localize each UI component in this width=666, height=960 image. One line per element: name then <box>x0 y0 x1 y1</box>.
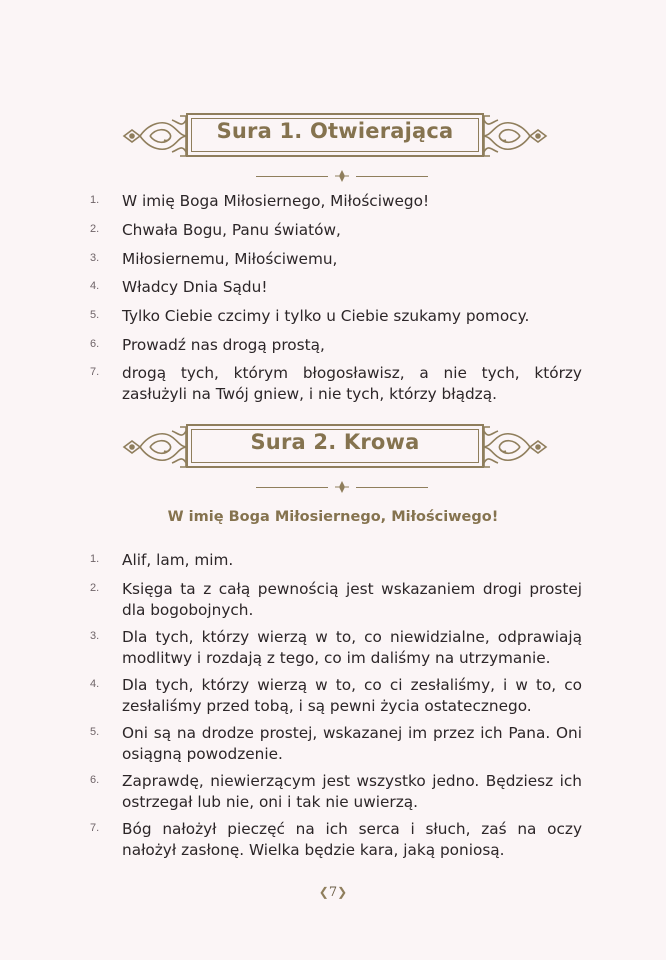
sura-1-title: Sura 1. Otwierająca <box>216 119 454 143</box>
ayah-text: Księga ta z całą pewnością jest wskazaniem drogi prostej dla bogobojnych. <box>122 580 582 619</box>
ayah-number: 4. <box>90 280 100 292</box>
ayah-number: 2. <box>90 223 100 235</box>
bracket-right-icon: ❯ <box>337 885 348 899</box>
ayah-text: Alif, lam, mim. <box>122 551 234 569</box>
ayah-number: 4. <box>90 678 100 690</box>
page-number <box>0 885 666 900</box>
ayah-text: Oni są na drodze prostej, wskazanej im przez ich Pana. Oni osiągną powodzenie. <box>122 724 582 763</box>
ayah-text: drogą tych, którym błogosławisz, a nie tych, którzy zasłużyli na Twój gniew, i nie tych, którzy błądzą. <box>122 364 582 403</box>
ayah-number: 3. <box>90 630 100 642</box>
ayah-text: Zaprawdę, niewierzącym jest wszystko jedno. Będziesz ich ostrzegał lub nie, oni i tak nie uwierzą. <box>122 772 582 811</box>
ayah-number: 2. <box>90 582 100 594</box>
ayah-text: Władcy Dnia Sądu! <box>122 278 268 296</box>
ayah-text: Chwała Bogu, Panu światów, <box>122 221 341 239</box>
ayah-number: 6. <box>90 338 100 350</box>
sura-1-header <box>120 112 550 160</box>
ayah-number: 7. <box>90 822 100 834</box>
sura-2-header <box>120 423 550 471</box>
ayah-text: Tylko Ciebie czcimy i tylko u Ciebie szukamy pomocy. <box>122 307 530 325</box>
ayah-number: 6. <box>90 774 100 786</box>
ayah-number: 3. <box>90 252 100 264</box>
ayah-text: Dla tych, którzy wierzą w to, co ci zesłaliśmy, i w to, co zesłaliśmy przed tobą, i są pewni życia ostatecznego. <box>122 676 582 715</box>
bismillah: W imię Boga Miłosiernego, Miłościwego! <box>167 509 499 525</box>
ayah-text: Miłosiernemu, Miłościwemu, <box>122 250 338 268</box>
bracket-left-icon: ❮ <box>318 885 329 899</box>
sura-2-divider <box>256 481 428 493</box>
page-number-value: 7 <box>328 885 338 900</box>
ayah-text: W imię Boga Miłosiernego, Miłościwego! <box>122 192 430 210</box>
sura-2-title: Sura 2. Krowa <box>250 430 420 454</box>
fleuron-icon <box>335 481 349 493</box>
ayah-text: Prowadź nas drogą prostą, <box>122 336 325 354</box>
ayah-number: 1. <box>90 194 100 206</box>
ayah-number: 5. <box>90 726 100 738</box>
ayah-text: Dla tych, którzy wierzą w to, co niewidzialne, odprawiają modlitwy i rozdają z tego, co im daliśmy na utrzymanie. <box>122 628 582 667</box>
sura-1-divider <box>256 170 428 182</box>
ayah-number: 5. <box>90 309 100 321</box>
fleuron-icon <box>335 170 349 182</box>
ayah-number: 7. <box>90 366 100 378</box>
ayah-text: Bóg nałożył pieczęć na ich serca i słuch, zaś na oczy nałożył zasłonę. Wielka będzie kara, jaką poniosą. <box>122 820 582 859</box>
ayah-number: 1. <box>90 553 100 565</box>
